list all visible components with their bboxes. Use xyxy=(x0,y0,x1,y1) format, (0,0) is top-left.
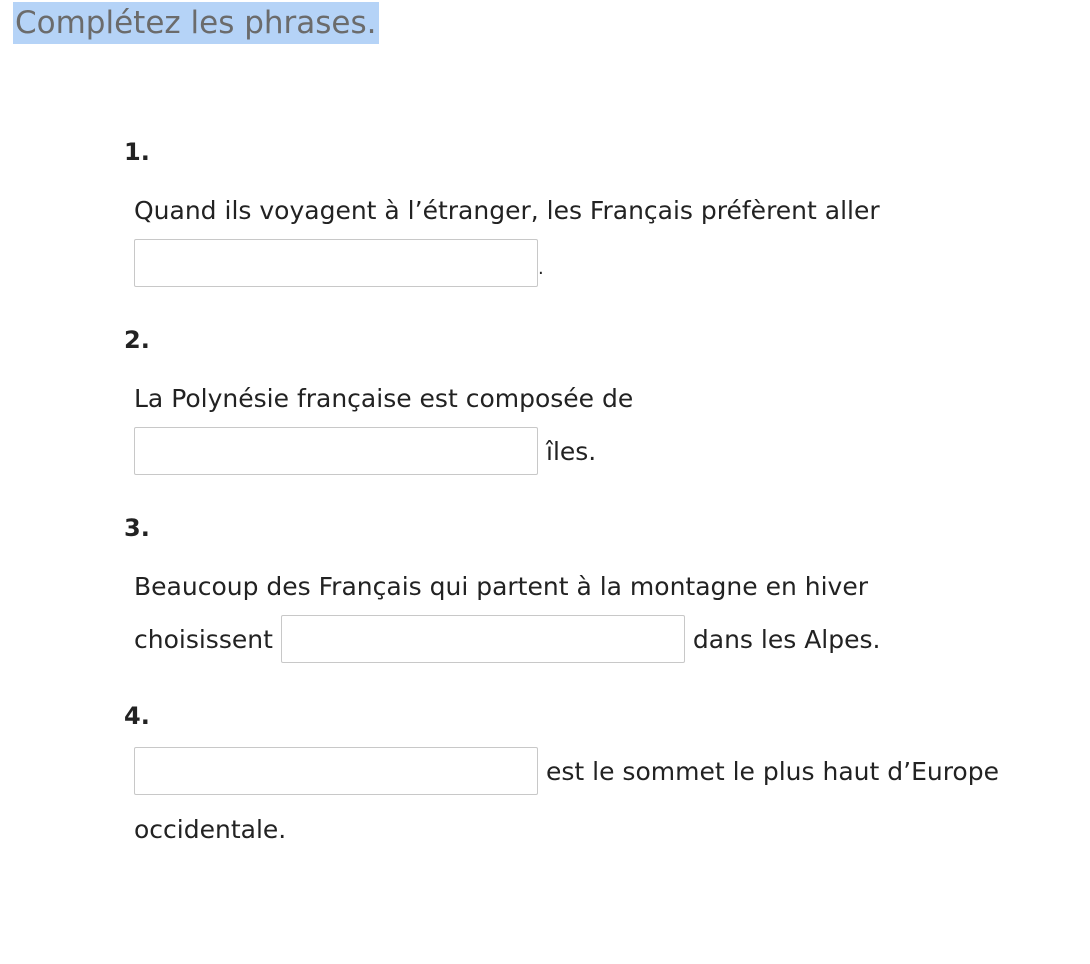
question-4-answer-input[interactable] xyxy=(134,747,538,795)
question-1-answer-input[interactable] xyxy=(134,239,538,287)
question-1-period: . xyxy=(538,258,544,279)
question-1-number: 1. xyxy=(124,138,150,166)
page-title: Complétez les phrases. xyxy=(13,2,379,44)
question-3-answer-input[interactable] xyxy=(281,615,685,663)
question-2-answer-input[interactable] xyxy=(134,427,538,475)
question-4-continuation xyxy=(134,805,286,853)
question-3-prefix: choisissent xyxy=(134,624,273,654)
question-4-suffix-continued: occidentale. xyxy=(134,814,287,844)
question-2-suffix: îles. xyxy=(546,436,597,466)
question-1-prompt: Quand ils voyagent à l’étranger, les Français préfèrent aller xyxy=(134,195,880,225)
question-3-prompt: Beaucoup des Français qui partent à la montagne en hiver xyxy=(134,571,869,601)
question-3-suffix: dans les Alpes. xyxy=(692,624,881,654)
question-2-prompt: La Polynésie française est composée de xyxy=(134,383,634,413)
question-2-number: 2. xyxy=(124,326,150,354)
question-2-text xyxy=(134,374,633,422)
question-3-text xyxy=(134,562,868,610)
question-4-answer-line xyxy=(134,747,999,795)
question-3-answer-line xyxy=(134,615,880,663)
question-3-number: 3. xyxy=(124,514,150,542)
question-4-suffix: est le sommet le plus haut d’Europe xyxy=(546,756,999,786)
question-2-answer-line xyxy=(134,427,596,475)
question-1-text xyxy=(134,186,880,234)
question-1-answer-line xyxy=(134,239,544,287)
question-4-number: 4. xyxy=(124,702,150,730)
